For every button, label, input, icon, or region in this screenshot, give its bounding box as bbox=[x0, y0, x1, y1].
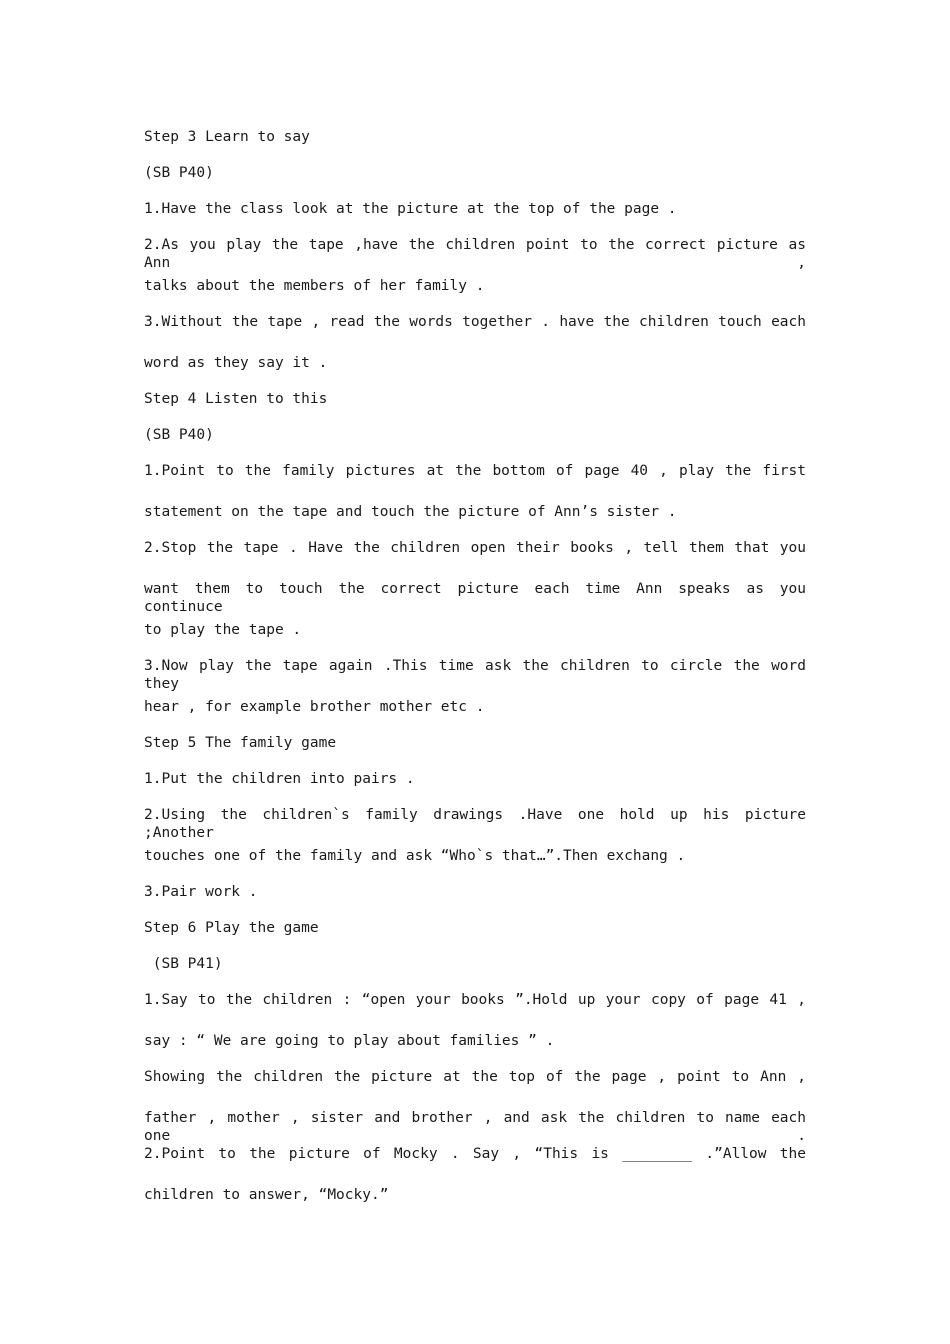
text-line: Showing the children the picture at the top of the page , point to Ann , bbox=[144, 1069, 806, 1085]
text-line: want them to touch the correct picture each time Ann speaks as you continuce bbox=[144, 581, 806, 615]
text-line: 2.Stop the tape . Have the children open their books , tell them that you bbox=[144, 540, 806, 556]
heading-step-5: Step 5 The family game bbox=[144, 735, 337, 751]
reference-sb-p40: (SB P40) bbox=[144, 165, 214, 181]
reference-sb-p41: (SB P41) bbox=[144, 956, 223, 972]
text-line: children to answer, “Mocky.” bbox=[144, 1187, 389, 1203]
text-line: say : “ We are going to play about families ” . bbox=[144, 1033, 555, 1049]
text-line: 1.Have the class look at the picture at the top of the page . bbox=[144, 201, 677, 217]
text-line: 2.Using the children`s family drawings .Have one hold up his picture ;Another bbox=[144, 807, 806, 841]
text-line: statement on the tape and touch the picture of Ann’s sister . bbox=[144, 504, 677, 520]
text-line: word as they say it . bbox=[144, 355, 328, 371]
heading-step-3: Step 3 Learn to say bbox=[144, 129, 310, 145]
text-line: to play the tape . bbox=[144, 622, 302, 638]
text-line: 3.Without the tape , read the words together . have the children touch each bbox=[144, 314, 806, 330]
reference-sb-p40: (SB P40) bbox=[144, 427, 214, 443]
text-line: 1.Point to the family pictures at the bottom of page 40 , play the first bbox=[144, 463, 806, 479]
text-line: talks about the members of her family . bbox=[144, 278, 485, 294]
text-line: 1.Put the children into pairs . bbox=[144, 771, 415, 787]
text-line: hear , for example brother mother etc . bbox=[144, 699, 485, 715]
heading-step-4: Step 4 Listen to this bbox=[144, 391, 328, 407]
text-line: father , mother , sister and brother , and ask the children to name each one . bbox=[144, 1110, 806, 1144]
text-line: 1.Say to the children : “open your books ”.Hold up your copy of page 41 , bbox=[144, 992, 806, 1008]
heading-step-6: Step 6 Play the game bbox=[144, 920, 319, 936]
text-line: 2.Point to the picture of Mocky . Say , “This is ________ .”Allow the bbox=[144, 1146, 806, 1162]
text-line: 3.Pair work . bbox=[144, 884, 258, 900]
text-line: 3.Now play the tape again .This time ask the children to circle the word they bbox=[144, 658, 806, 692]
text-line: touches one of the family and ask “Who`s that…”.Then exchang . bbox=[144, 848, 686, 864]
text-line: 2.As you play the tape ,have the children point to the correct picture as Ann , bbox=[144, 237, 806, 271]
